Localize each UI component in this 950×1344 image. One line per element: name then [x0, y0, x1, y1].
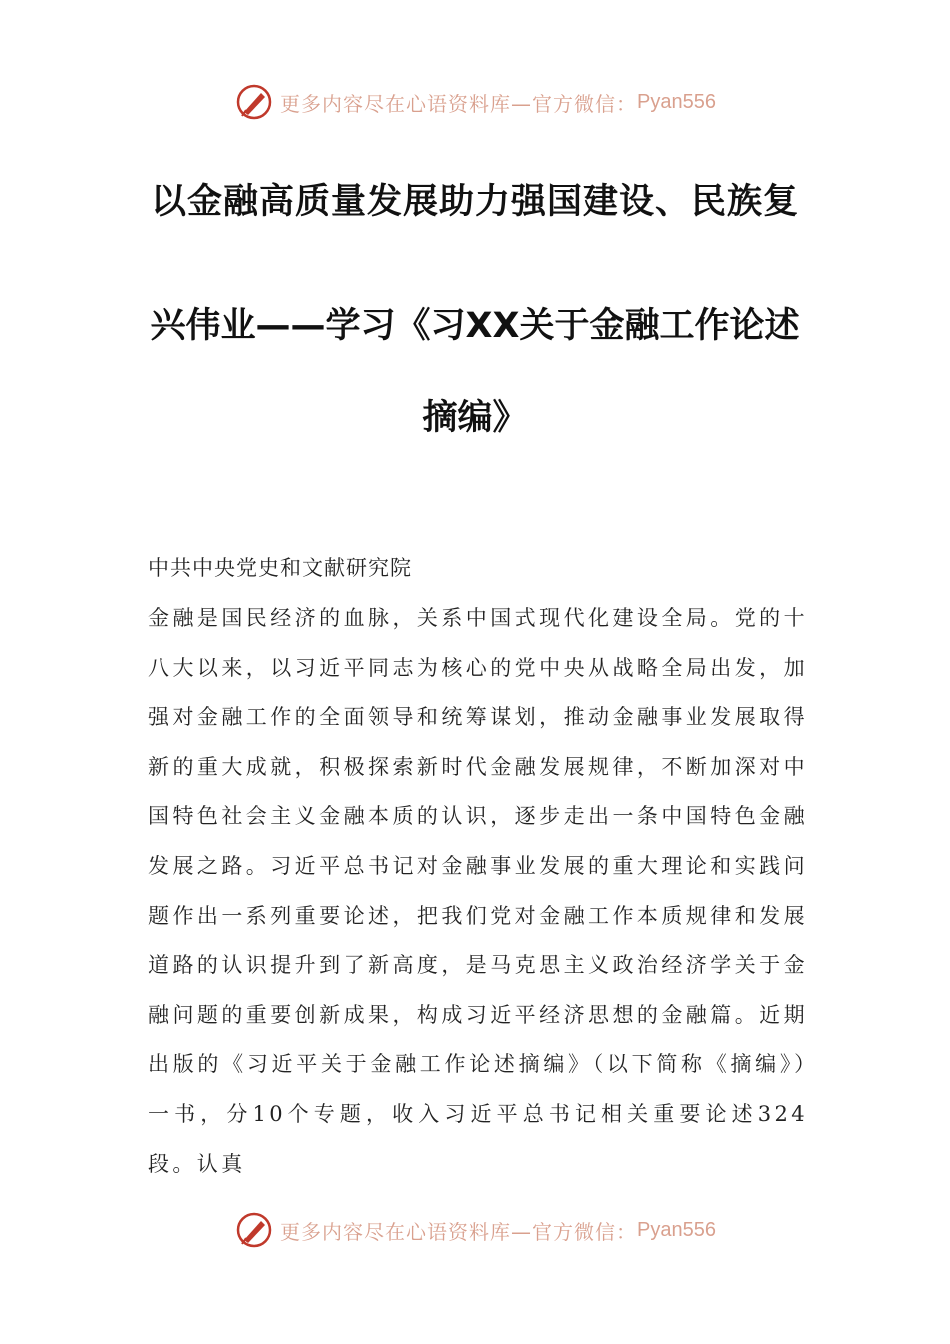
title-line-3: 摘编》: [422, 398, 528, 438]
watermark-text: 更多内容尽在心语资料库—官方微信：: [280, 1219, 638, 1244]
watermark-wechat-id: Pyan556: [637, 1218, 716, 1241]
pen-logo-icon: [234, 82, 274, 122]
pen-logo-icon: [234, 1210, 274, 1250]
watermark-text: 更多内容尽在心语资料库—官方微信：: [280, 91, 638, 116]
title-line-2: 兴伟业——学习《习XX关于金融工作论述: [150, 306, 800, 346]
body-paragraph: 金融是国民经济的血脉，关系中国式现代化建设全局。党的十八大以来，以习近平同志为核心的党中央从战略全局出发，加强对金融工作的全面领导和统筹谋划，推动金融事业发展取得新的重大成就，积极探索新时代金融发展规律，不断加深对中国特色社会主义金融本质的认识，逐步走出一条中国特色金融发展之路。习近平总书记对金融事业发展的重大理论和实践问题作出一系列重要论述，把我们党对金融工作本质规律和发展道路的认识提升到了新高度，是马克思主义政治经济学关于金融问题的重要创新成果，构成习近平经济思想的金融篇。近期出版的《习近平关于金融工作论述摘编》（以下简称《摘编》）一书，分10个专题，收入习近平总书记相关重要论述324段。认真: [148, 606, 808, 1176]
watermark-wechat-id: Pyan556: [637, 90, 716, 113]
watermark-footer: [0, 1208, 950, 1252]
author-line: 中共中央党史和文献研究院: [148, 556, 412, 580]
watermark-header: [0, 80, 950, 124]
title-line-1: 以金融高质量发展助力强国建设、民族复: [150, 182, 799, 222]
